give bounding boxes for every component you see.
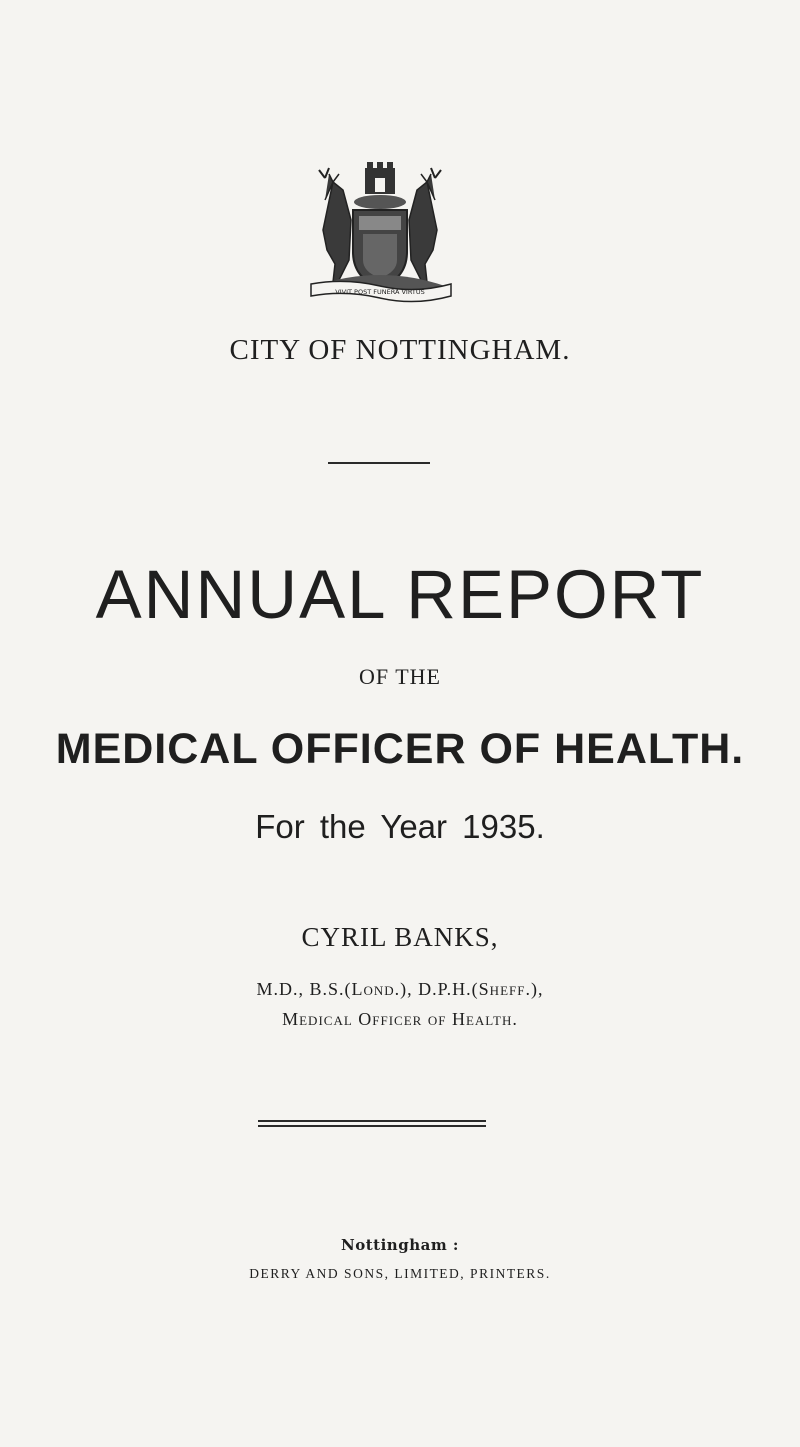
title-connector: OF THE xyxy=(359,664,441,689)
city-name: CITY OF NOTTINGHAM. xyxy=(229,334,571,366)
report-subject: MEDICAL OFFICER OF HEALTH. xyxy=(55,725,745,773)
imprint-printer: DERRY AND SONS, LIMITED, PRINTERS. xyxy=(249,1266,551,1281)
author-qualifications: M.D., B.S.(Lond.), D.P.H.(Sheff.), xyxy=(256,979,544,999)
report-year: For the Year 1935. xyxy=(255,808,545,845)
author-name: CYRIL BANKS, xyxy=(301,922,499,952)
author-role: Medical Officer of Health. xyxy=(282,1009,518,1029)
imprint-place: Nottingham : xyxy=(341,1236,459,1254)
crest-motto: VIVIT POST FUNERA VIRTUS xyxy=(335,288,425,296)
report-title: ANNUAL REPORT xyxy=(95,556,705,633)
divider xyxy=(328,462,430,464)
city-coat-of-arms-icon xyxy=(305,160,455,305)
double-divider xyxy=(258,1120,486,1128)
